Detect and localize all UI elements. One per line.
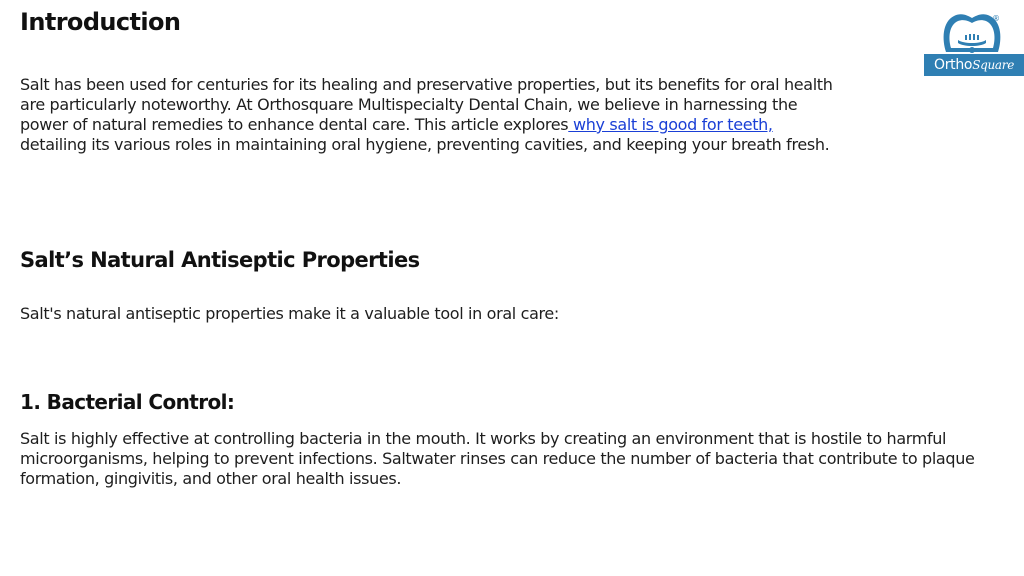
logo-wordmark bbox=[924, 54, 1024, 76]
tooth-emblem-icon bbox=[924, 10, 1024, 56]
orthosquare-logo bbox=[924, 10, 1024, 78]
registered-mark: ® bbox=[992, 14, 1000, 23]
bacterial-control-heading: 1. Bacterial Control: bbox=[20, 390, 235, 414]
antiseptic-paragraph: Salt's natural antiseptic properties make it a valuable tool in oral care: bbox=[20, 304, 559, 323]
intro-text-continued: detailing its various roles in maintaining oral hygiene, preventing cavities, and keeping your breath fresh. bbox=[20, 135, 830, 154]
logo-word-ortho: Ortho bbox=[933, 57, 973, 73]
intro-paragraph bbox=[20, 75, 835, 155]
logo-word-square: Square bbox=[972, 58, 1015, 72]
page-title: Introduction bbox=[20, 8, 181, 36]
why-salt-link[interactable]: why salt is good for teeth, bbox=[568, 115, 773, 134]
bacterial-control-paragraph: Salt is highly effective at controlling bacteria in the mouth. It works by creating an environment that is hostile to harmful microorganisms, helping to prevent infections. Saltwater rinses can reduce the number of bacteria that contribute to plaque formation, gingivitis, and other oral health issues. bbox=[20, 429, 975, 488]
antiseptic-heading: Salt’s Natural Antiseptic Properties bbox=[20, 248, 420, 272]
intro-text: Salt has been used for centuries for its healing and preservative properties, but its benefits for oral health are particularly noteworthy. At Orthosquare Multispecialty Dental Chain, we believe in harnessing the power of natural remedies to enhance dental care. This article explores bbox=[20, 75, 833, 134]
